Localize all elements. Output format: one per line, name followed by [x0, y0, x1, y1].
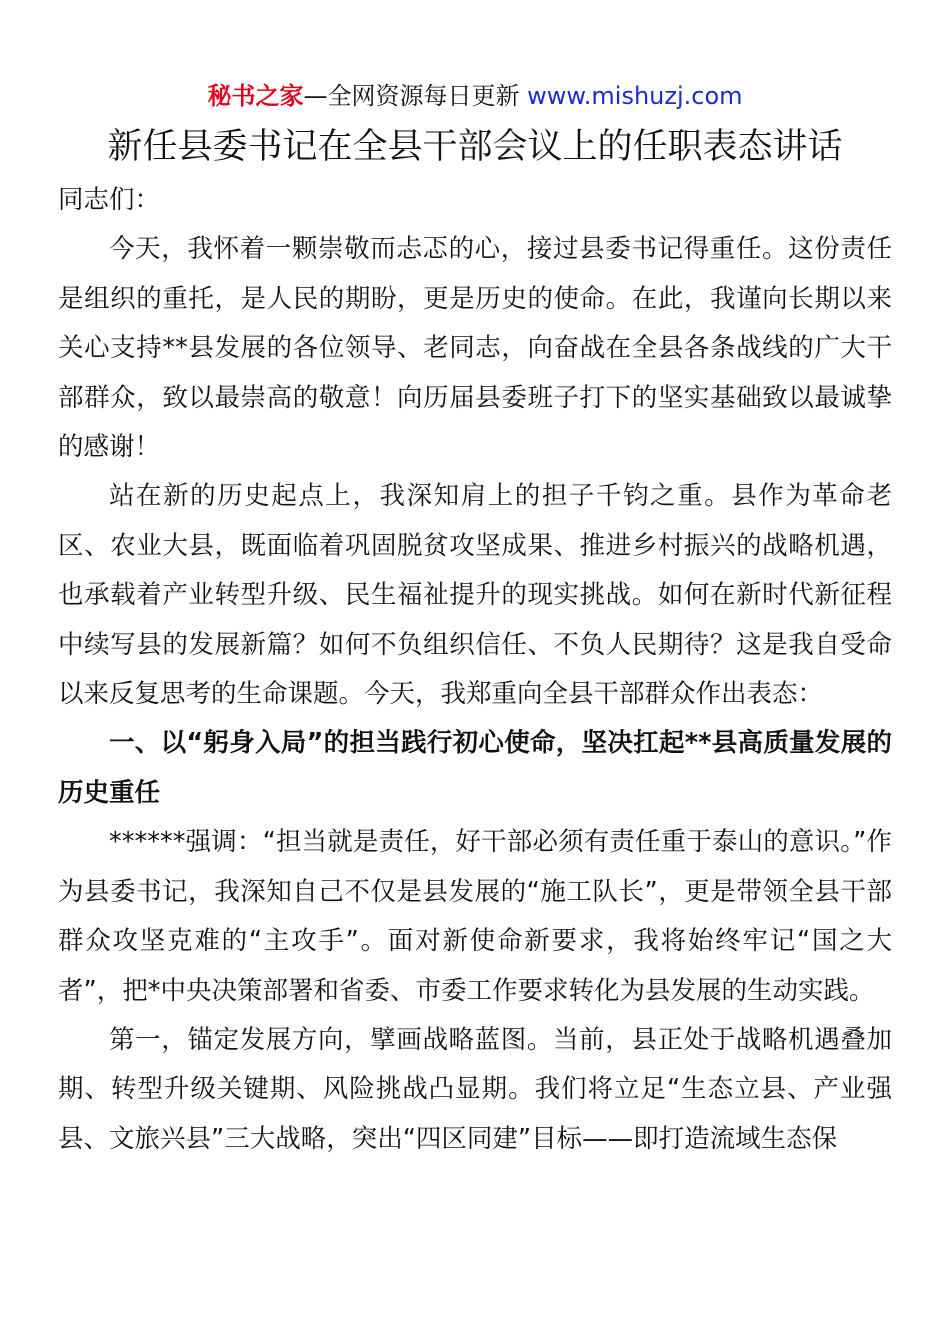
body-paragraph: 今天，我怀着一颗崇敬而忐忑的心，接过县委书记得重任。这份责任是组织的重托，是人民的期盼，更是历史的使命。在此，我谨向长期以来关心支持**县发展的各位领导、老同志，向奋战在全县各条战线的广大干部群众，致以最崇高的敬意！向历届县委班子打下的坚实基础致以最诚挚的感谢！ — [58, 234, 892, 463]
document-body — [58, 176, 892, 1164]
body-paragraph: 第一，锚定发展方向，擘画战略蓝图。当前，县正处于战略机遇叠加期、转型升级关键期、风险挑战凸显期。我们将立足“生态立县、产业强县、文旅兴县”三大战略，突出“四区同建”目标——即打造流域生态保 — [58, 1024, 892, 1154]
section-heading: 一、以“躬身入局”的担当践行初心使命，坚决扛起**县高质量发展的历史重任 — [58, 728, 892, 808]
site-brand: 秘书之家 — [207, 82, 304, 110]
document-title: 新任县委书记在全县干部会议上的任职表态讲话 — [107, 127, 843, 167]
salutation: 同志们： — [58, 185, 161, 215]
site-url-link[interactable]: www.mishuzj.com — [527, 82, 743, 110]
body-paragraph: ******强调：“担当就是责任，好干部必须有责任重于泰山的意识。”作为县委书记，我深知自己不仅是县发展的“施工队长”，更是带领全县干部群众攻坚克难的“主攻手”。面对新使命新要求，我将始终牢记“国之大者”，把*中央决策部署和省委、市委工作要求转化为县发展的生动实践。 — [58, 827, 892, 1006]
site-tagline: —全网资源每日更新 — [303, 82, 520, 110]
body-paragraph: 站在新的历史起点上，我深知肩上的担子千钧之重。县作为革命老区、农业大县，既面临着巩固脱贫攻坚成果、推进乡村振兴的战略机遇，也承载着产业转型升级、民生福祉提升的现实挑战。如何在新时代新征程中续写县的发展新篇？如何不负组织信任、不负人民期待？这是我自受命以来反复思考的生命课题。今天，我郑重向全县干部群众作出表态： — [58, 481, 892, 710]
site-header — [0, 80, 950, 112]
